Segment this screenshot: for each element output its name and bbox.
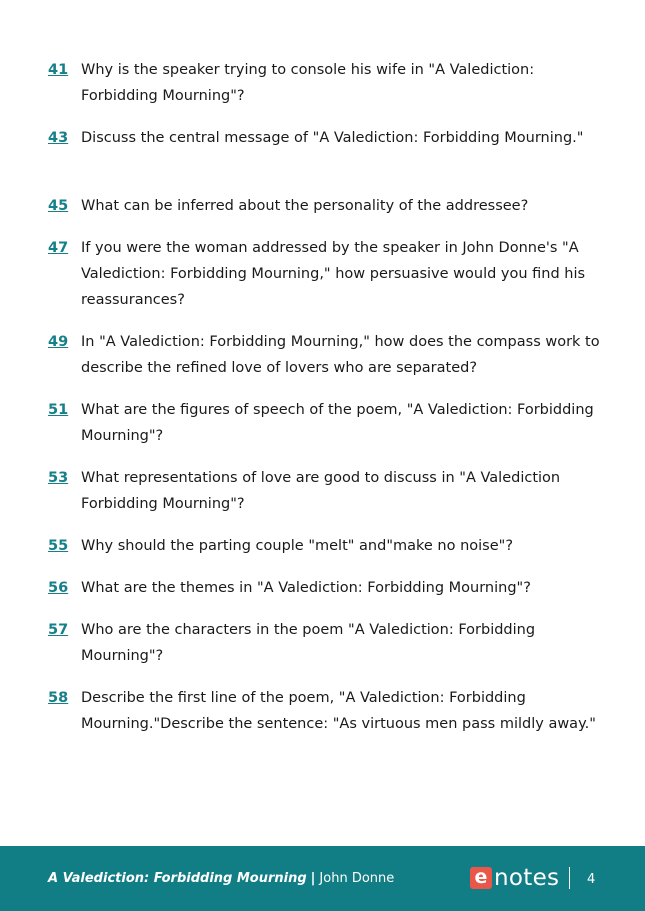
question-text: If you were the woman addressed by the speaker in John Donne's "A Valediction: Forbidding Mourning," how persuasive would you find his reassurances? <box>81 240 586 308</box>
question-text: Describe the first line of the poem, "A Valediction: Forbidding Mourning."Describe the sentence: "As virtuous men pass mildly away." <box>81 690 596 732</box>
question-number-link[interactable]: 41 <box>48 62 69 78</box>
question-number-link[interactable]: 56 <box>48 580 69 596</box>
question-item <box>48 235 608 313</box>
question-item <box>48 617 608 669</box>
logo-wordmark: notes <box>494 865 560 891</box>
question-text: In "A Valediction: Forbidding Mourning," how does the compass work to describe the refined love of lovers who are separated? <box>81 334 600 376</box>
question-item <box>48 57 608 109</box>
question-number-link[interactable]: 45 <box>48 198 69 214</box>
footer-author: John Donne <box>319 871 395 886</box>
question-text: Why should the parting couple "melt" and"make no noise"? <box>81 538 514 554</box>
footer-title <box>48 871 394 887</box>
question-text: What are the themes in "A Valediction: Forbidding Mourning"? <box>81 580 531 596</box>
question-number-link[interactable]: 47 <box>48 240 69 256</box>
question-text: What can be inferred about the personality of the addressee? <box>81 198 529 214</box>
question-item <box>48 193 608 219</box>
question-item <box>48 575 608 601</box>
footer-book-title: A Valediction: Forbidding Mourning <box>48 871 307 886</box>
page-number: 4 <box>587 872 596 887</box>
question-text: What are the figures of speech of the poem, "A Valediction: Forbidding Mourning"? <box>81 402 594 444</box>
footer-separator: | <box>310 871 316 886</box>
page-footer <box>0 846 645 911</box>
question-item <box>48 329 608 381</box>
footer-divider <box>569 867 570 889</box>
question-item <box>48 685 608 737</box>
question-number-link[interactable]: 58 <box>48 690 69 706</box>
question-item <box>48 397 608 449</box>
question-text: What representations of love are good to discuss in "A Valediction Forbidding Mourning"? <box>81 470 561 512</box>
question-item <box>48 465 608 517</box>
question-number-link[interactable]: 49 <box>48 334 69 350</box>
question-number-link[interactable]: 53 <box>48 470 69 486</box>
logo-e-icon: e <box>470 867 492 889</box>
question-number-link[interactable]: 57 <box>48 622 69 638</box>
question-item <box>48 125 608 151</box>
question-number-link[interactable]: 55 <box>48 538 69 554</box>
question-number-link[interactable]: 43 <box>48 130 69 146</box>
question-text: Discuss the central message of "A Valediction: Forbidding Mourning." <box>81 130 584 146</box>
question-text: Who are the characters in the poem "A Valediction: Forbidding Mourning"? <box>81 622 536 664</box>
enotes-logo[interactable] <box>470 866 559 890</box>
question-text: Why is the speaker trying to console his wife in "A Valediction: Forbidding Mourning"? <box>81 62 535 104</box>
question-number-link[interactable]: 51 <box>48 402 69 418</box>
question-item <box>48 533 608 559</box>
